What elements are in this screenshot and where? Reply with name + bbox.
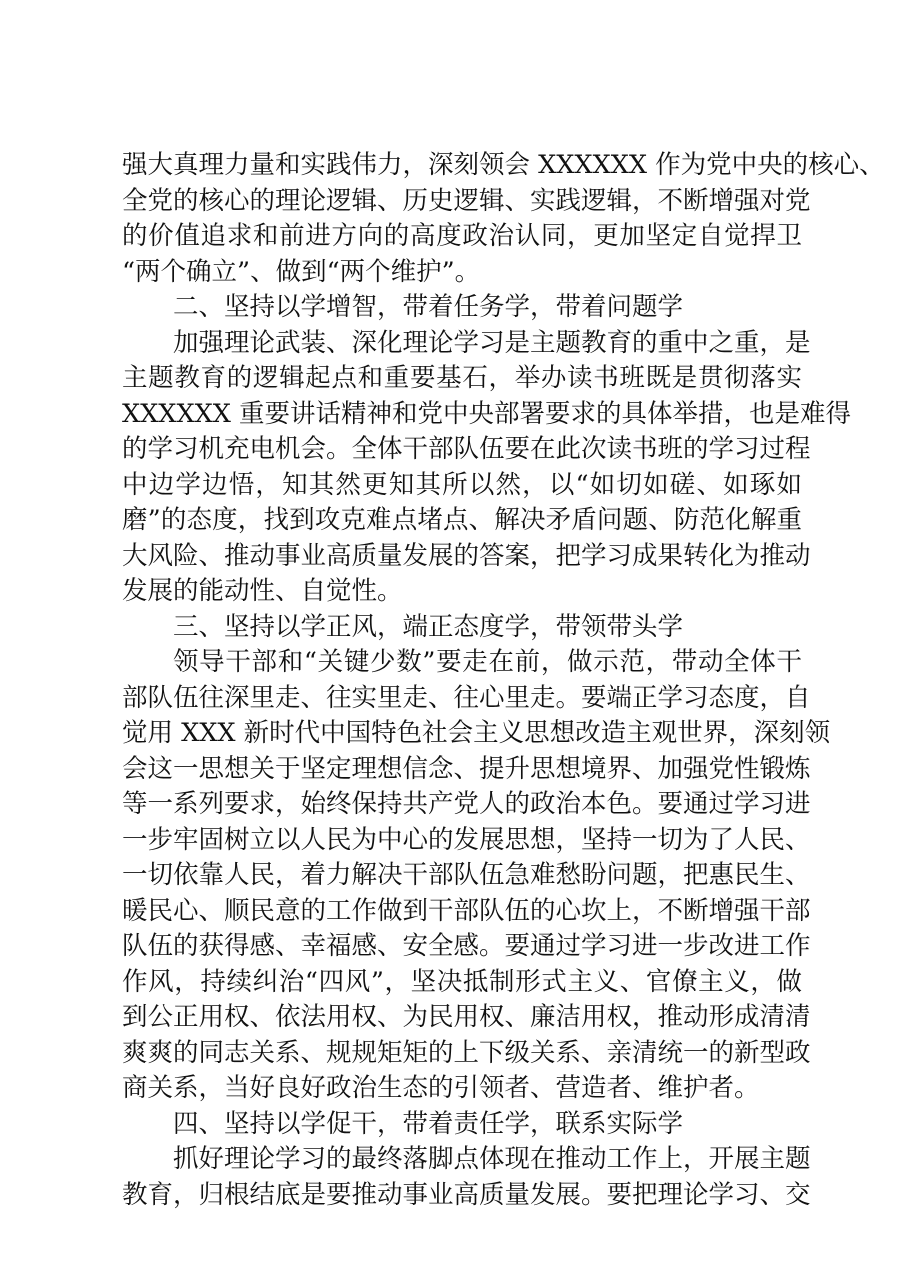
text-line: 主题教育的逻辑起点和重要基石，举办读书班既是贯彻落实 xyxy=(122,363,802,393)
text-line: 觉用 XXX 新时代中国特色社会主义思想改造主观世界，深刻领 xyxy=(122,718,831,748)
text-line: 的价值追求和前进方向的高度政治认同，更加坚定自觉捍卫 xyxy=(122,221,802,251)
text-line: 一步牢固树立以人民为中心的发展思想，坚持一切为了人民、 xyxy=(122,824,811,855)
text-line: 会这一思想关于坚定理想信念、提升思想境界、加强党性锻炼 xyxy=(122,753,811,784)
text-line: 强大真理力量和实践伟力，深刻领会 XXXXXX 作为党中央的核心、 xyxy=(122,150,885,180)
text-line: 磨”的态度，找到攻克难点堵点、解决矛盾问题、防范化解重 xyxy=(122,505,802,535)
text-line: 商关系，当好良好政治生态的引领者、营造者、维护者。 xyxy=(122,1073,760,1103)
section-heading: 四、坚持以学促干，带着责任学，联系实际学 xyxy=(173,1108,684,1139)
text-line: 的学习机充电机会。全体干部队伍要在此次读书班的学习过程 xyxy=(122,434,811,464)
text-line: 发展的能动性、自觉性。 xyxy=(122,576,403,606)
document-body xyxy=(122,148,885,1213)
text-line: 加强理论武装、深化理论学习是主题教育的重中之重，是 xyxy=(173,327,811,358)
text-line: 大风险、推动事业高质量发展的答案，把学习成果转化为推动 xyxy=(122,540,811,571)
text-line: 部队伍往深里走、往实里走、往心里走。要端正学习态度，自 xyxy=(122,682,811,713)
section-heading: 二、坚持以学增智，带着任务学，带着问题学 xyxy=(173,292,684,322)
text-line: 等一系列要求，始终保持共产党人的政治本色。要通过学习进 xyxy=(122,789,811,819)
text-line: 抓好理论学习的最终落脚点体现在推动工作上，开展主题 xyxy=(173,1144,811,1174)
text-line: 到公正用权、依法用权、为民用权、廉洁用权，推动形成清清 xyxy=(122,1002,811,1032)
text-line: 作风，持续纠治“四风”，坚决抵制形式主义、官僚主义，做 xyxy=(122,966,802,997)
text-line: 爽爽的同志关系、规规矩矩的上下级关系、亲清统一的新型政 xyxy=(122,1037,811,1068)
text-line: 队伍的获得感、幸福感、安全感。要通过学习进一步改进工作 xyxy=(122,931,811,961)
text-line: 领导干部和“关键少数”要走在前，做示范，带动全体干 xyxy=(173,647,802,677)
section-heading: 三、坚持以学正风，端正态度学，带领带头学 xyxy=(173,611,684,642)
text-line: 教育，归根结底是要推动事业高质量发展。要把理论学习、交 xyxy=(122,1179,811,1210)
text-line: 一切依靠人民，着力解决干部队伍急难愁盼问题，把惠民生、 xyxy=(122,860,811,890)
text-line: 暖民心、顺民意的工作做到干部队伍的心坎上，不断增强干部 xyxy=(122,895,811,926)
text-line: 全党的核心的理论逻辑、历史逻辑、实践逻辑，不断增强对党 xyxy=(122,185,811,216)
text-line: 中边学边悟，知其然更知其所以然，以“如切如磋、如琢如 xyxy=(122,469,802,500)
text-line: XXXXXX 重要讲话精神和党中央部署要求的具体举措，也是难得 xyxy=(122,398,852,429)
text-line: “两个确立”、做到“两个维护”。 xyxy=(122,256,481,287)
